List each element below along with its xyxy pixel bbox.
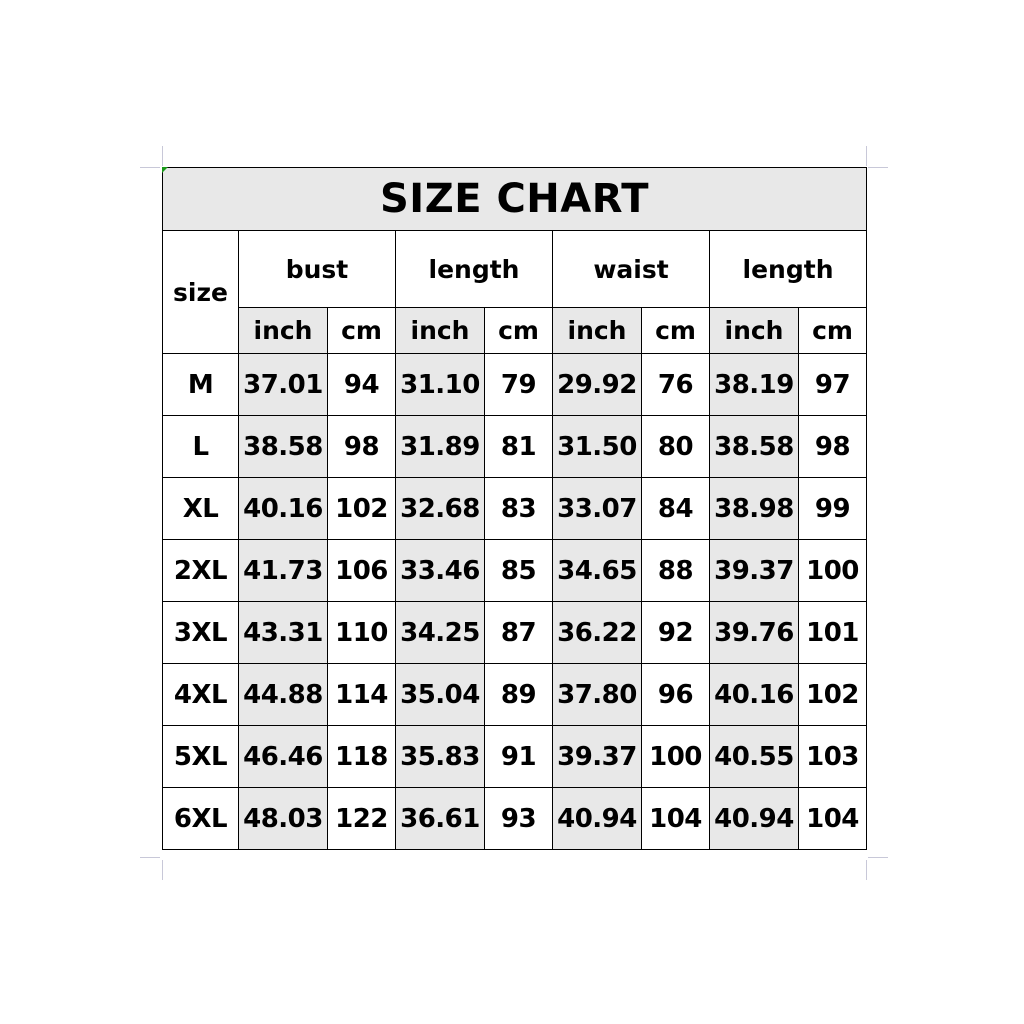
table-row (163, 788, 867, 850)
crop-mark (140, 167, 160, 168)
size-label: L (163, 416, 239, 478)
inch-value-cell: 34.65 (553, 540, 642, 602)
cm-value-cell: 93 (485, 788, 553, 850)
size-chart-table (162, 167, 867, 850)
inch-value-cell: 41.73 (239, 540, 328, 602)
inch-value-cell: 31.10 (396, 354, 485, 416)
inch-value-cell: 44.88 (239, 664, 328, 726)
size-column-header: size (163, 231, 239, 354)
cm-value-cell: 79 (485, 354, 553, 416)
cm-value-cell: 88 (642, 540, 710, 602)
unit-header-inch: inch (553, 308, 642, 354)
cm-value-cell: 103 (799, 726, 867, 788)
inch-value-cell: 37.80 (553, 664, 642, 726)
inch-value-cell: 39.37 (553, 726, 642, 788)
cm-value-cell: 87 (485, 602, 553, 664)
cm-value-cell: 84 (642, 478, 710, 540)
inch-value-cell: 39.76 (710, 602, 799, 664)
group-header-length: length (396, 231, 553, 308)
cm-value-cell: 106 (328, 540, 396, 602)
inch-value-cell: 31.50 (553, 416, 642, 478)
inch-value-cell: 33.46 (396, 540, 485, 602)
size-label: M (163, 354, 239, 416)
unit-header-cm: cm (328, 308, 396, 354)
cm-value-cell: 99 (799, 478, 867, 540)
inch-value-cell: 43.31 (239, 602, 328, 664)
inch-value-cell: 35.04 (396, 664, 485, 726)
table-row (163, 602, 867, 664)
table-row (163, 416, 867, 478)
unit-header-cm: cm (799, 308, 867, 354)
crop-mark (162, 146, 163, 166)
inch-value-cell: 46.46 (239, 726, 328, 788)
inch-value-cell: 35.83 (396, 726, 485, 788)
inch-value-cell: 34.25 (396, 602, 485, 664)
inch-value-cell: 40.94 (553, 788, 642, 850)
group-header-bust: bust (239, 231, 396, 308)
cm-value-cell: 89 (485, 664, 553, 726)
cm-value-cell: 100 (642, 726, 710, 788)
cm-value-cell: 92 (642, 602, 710, 664)
size-label: 5XL (163, 726, 239, 788)
cm-value-cell: 102 (799, 664, 867, 726)
inch-value-cell: 40.55 (710, 726, 799, 788)
cm-value-cell: 102 (328, 478, 396, 540)
inch-value-cell: 38.58 (710, 416, 799, 478)
cm-value-cell: 100 (799, 540, 867, 602)
inch-value-cell: 38.58 (239, 416, 328, 478)
inch-value-cell: 37.01 (239, 354, 328, 416)
cm-value-cell: 98 (799, 416, 867, 478)
table-row (163, 354, 867, 416)
size-label: 4XL (163, 664, 239, 726)
cm-value-cell: 94 (328, 354, 396, 416)
cm-value-cell: 104 (799, 788, 867, 850)
group-header-waist: waist (553, 231, 710, 308)
crop-mark (140, 857, 160, 858)
inch-value-cell: 33.07 (553, 478, 642, 540)
cm-value-cell: 104 (642, 788, 710, 850)
cm-value-cell: 98 (328, 416, 396, 478)
unit-header-cm: cm (485, 308, 553, 354)
cm-value-cell: 96 (642, 664, 710, 726)
crop-mark (162, 860, 163, 880)
table-row (163, 726, 867, 788)
table-row (163, 540, 867, 602)
inch-value-cell: 39.37 (710, 540, 799, 602)
cm-value-cell: 81 (485, 416, 553, 478)
inch-value-cell: 32.68 (396, 478, 485, 540)
unit-header-inch: inch (239, 308, 328, 354)
inch-value-cell: 38.19 (710, 354, 799, 416)
cm-value-cell: 101 (799, 602, 867, 664)
inch-value-cell: 40.16 (710, 664, 799, 726)
crop-mark (868, 857, 888, 858)
table-row (163, 478, 867, 540)
unit-header-cm: cm (642, 308, 710, 354)
cm-value-cell: 110 (328, 602, 396, 664)
inch-value-cell: 40.16 (239, 478, 328, 540)
cm-value-cell: 122 (328, 788, 396, 850)
inch-value-cell: 40.94 (710, 788, 799, 850)
inch-value-cell: 36.61 (396, 788, 485, 850)
cm-value-cell: 97 (799, 354, 867, 416)
cm-value-cell: 85 (485, 540, 553, 602)
cm-value-cell: 83 (485, 478, 553, 540)
crop-mark (866, 860, 867, 880)
unit-header-inch: inch (396, 308, 485, 354)
cm-value-cell: 91 (485, 726, 553, 788)
crop-mark (868, 167, 888, 168)
inch-value-cell: 31.89 (396, 416, 485, 478)
cm-value-cell: 76 (642, 354, 710, 416)
cm-value-cell: 114 (328, 664, 396, 726)
chart-title: SIZE CHART (163, 168, 867, 231)
size-label: 3XL (163, 602, 239, 664)
corner-marker (162, 167, 168, 173)
size-label: XL (163, 478, 239, 540)
cm-value-cell: 118 (328, 726, 396, 788)
inch-value-cell: 36.22 (553, 602, 642, 664)
size-label: 6XL (163, 788, 239, 850)
inch-value-cell: 38.98 (710, 478, 799, 540)
crop-mark (866, 146, 867, 166)
size-label: 2XL (163, 540, 239, 602)
table-row (163, 664, 867, 726)
inch-value-cell: 29.92 (553, 354, 642, 416)
group-header-length-2: length (710, 231, 867, 308)
inch-value-cell: 48.03 (239, 788, 328, 850)
unit-header-inch: inch (710, 308, 799, 354)
cm-value-cell: 80 (642, 416, 710, 478)
